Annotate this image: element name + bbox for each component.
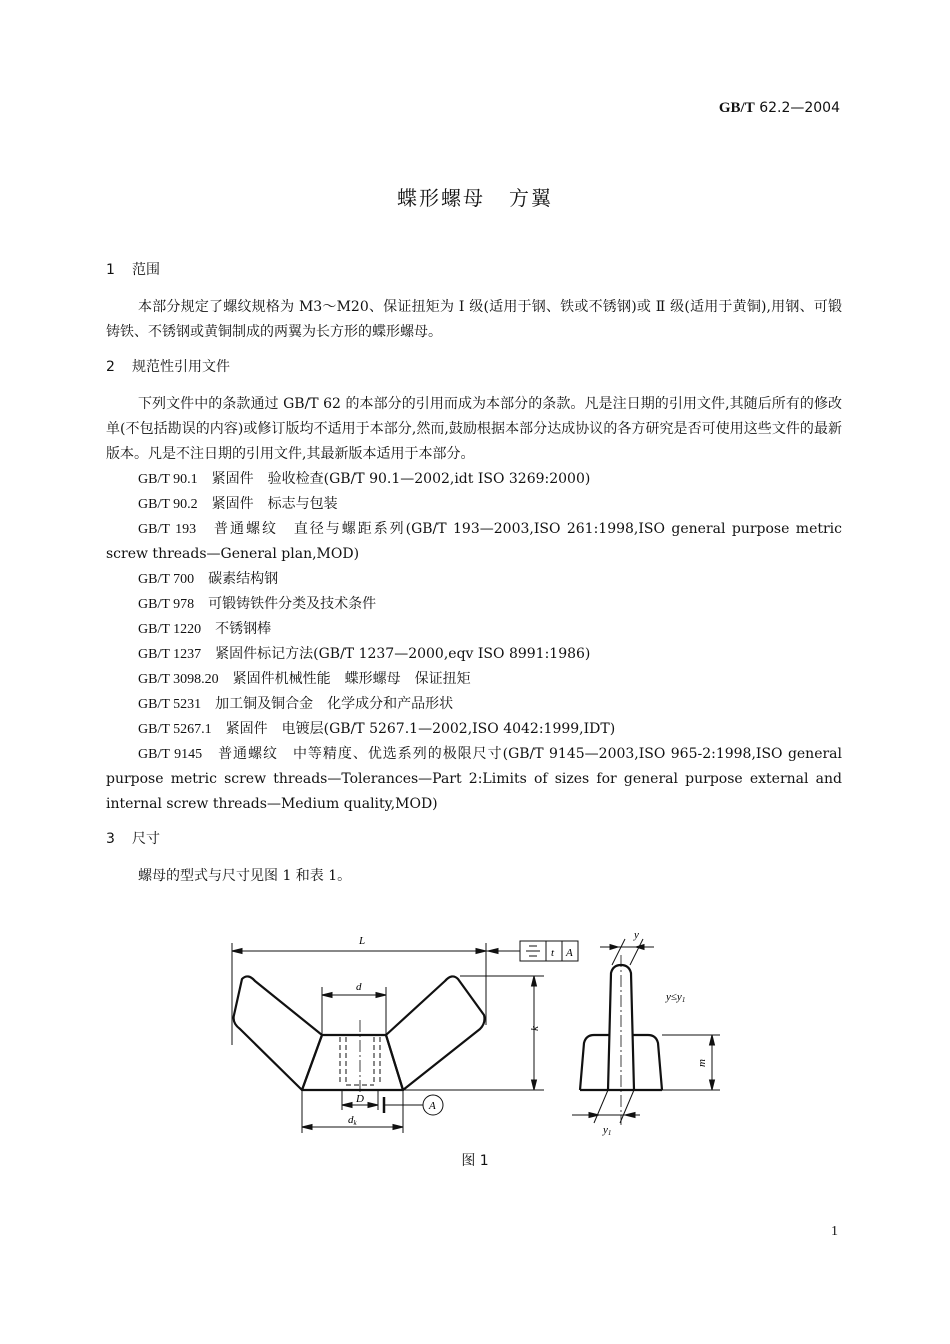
label-A-datum: A bbox=[429, 1100, 436, 1112]
standard-number bbox=[719, 100, 840, 117]
label-m: m bbox=[696, 1059, 708, 1067]
label-A-frame: A bbox=[566, 947, 573, 959]
section-3-paragraph: 螺母的型式与尺寸见图 1 和表 1。 bbox=[138, 868, 352, 884]
reference-item: GB/T 3098.20 紧固件机械性能 蝶形螺母 保证扭矩 bbox=[138, 671, 471, 687]
reference-item: GB/T 700 碳素结构钢 bbox=[138, 571, 279, 587]
figure-caption: 图 1 bbox=[461, 1153, 489, 1169]
standard-prefix: GB/T bbox=[718, 100, 755, 116]
reference-item: GB/T 5231 加工铜及铜合金 化学成分和产品形状 bbox=[138, 696, 454, 712]
section-2-heading: 2 规范性引用文件 bbox=[106, 359, 230, 375]
label-k: k bbox=[529, 1026, 541, 1031]
wing-nut-drawing bbox=[220, 925, 740, 1145]
page-number: 1 bbox=[831, 1224, 838, 1239]
standard-code: 62.2—2004 bbox=[759, 100, 840, 116]
reference-item: GB/T 193 普通螺纹 直径与螺距系列(GB/T 193—2003,ISO 261:1998,ISO general purpose metric screw threads—General plan,MOD) bbox=[106, 521, 842, 562]
reference-item: GB/T 9145 普通螺纹 中等精度、优选系列的极限尺寸(GB/T 9145—2003,ISO 965-2:1998,ISO general purpose metric screw threads—Tolerances—Part 2:Limits of sizes for general purpose external and internal screw threads—Medium quality,MOD) bbox=[106, 746, 843, 812]
section-2-paragraph: 下列文件中的条款通过 GB/T 62 的本部分的引用而成为本部分的条款。凡是注日期的引用文件,其随后所有的修改单(不包括勘误的内容)或修订版均不适用于本部分,然而,鼓励根据本部分达成协议的各方研究是否可使用这些文件的最新版本。凡是不注日期的引用文件,其最新版本适用于本部分。 bbox=[106, 396, 842, 462]
reference-item: GB/T 978 可锻铸铁件分类及技术条件 bbox=[138, 596, 377, 612]
label-t: t bbox=[551, 947, 555, 959]
section-1-heading: 1 范围 bbox=[106, 262, 160, 278]
document-body bbox=[106, 258, 842, 889]
label-d: d bbox=[356, 981, 362, 993]
label-L: L bbox=[359, 935, 366, 947]
reference-item: GB/T 1220 不锈钢棒 bbox=[138, 621, 272, 637]
label-y: y bbox=[634, 929, 639, 941]
section-3-heading: 3 尺寸 bbox=[106, 831, 160, 847]
label-D: D bbox=[356, 1093, 364, 1105]
label-condition: y≤y1 bbox=[666, 991, 686, 1004]
label-y1: y1 bbox=[603, 1124, 612, 1137]
section-1-paragraph: 本部分规定了螺纹规格为 M3～M20、保证扭矩为 Ⅰ 级(适用于钢、铁或不锈钢)或 Ⅱ 级(适用于黄铜),用钢、可锻铸铁、不锈钢或黄铜制成的两翼为长方形的蝶形螺母。 bbox=[106, 299, 842, 340]
reference-item: GB/T 1237 紧固件标记方法(GB/T 1237—2000,eqv ISO 8991:1986) bbox=[138, 646, 591, 662]
label-dk: dk bbox=[348, 1114, 357, 1127]
document-title bbox=[0, 182, 950, 211]
reference-item: GB/T 5267.1 紧固件 电镀层(GB/T 5267.1—2002,ISO 4042:1999,IDT) bbox=[138, 721, 616, 737]
title-sub: 方翼 bbox=[509, 186, 553, 210]
title-main: 蝶形螺母 bbox=[397, 186, 485, 210]
reference-item: GB/T 90.2 紧固件 标志与包装 bbox=[138, 496, 338, 512]
reference-item: GB/T 90.1 紧固件 验收检查(GB/T 90.1—2002,idt ISO 3269:2000) bbox=[138, 471, 591, 487]
